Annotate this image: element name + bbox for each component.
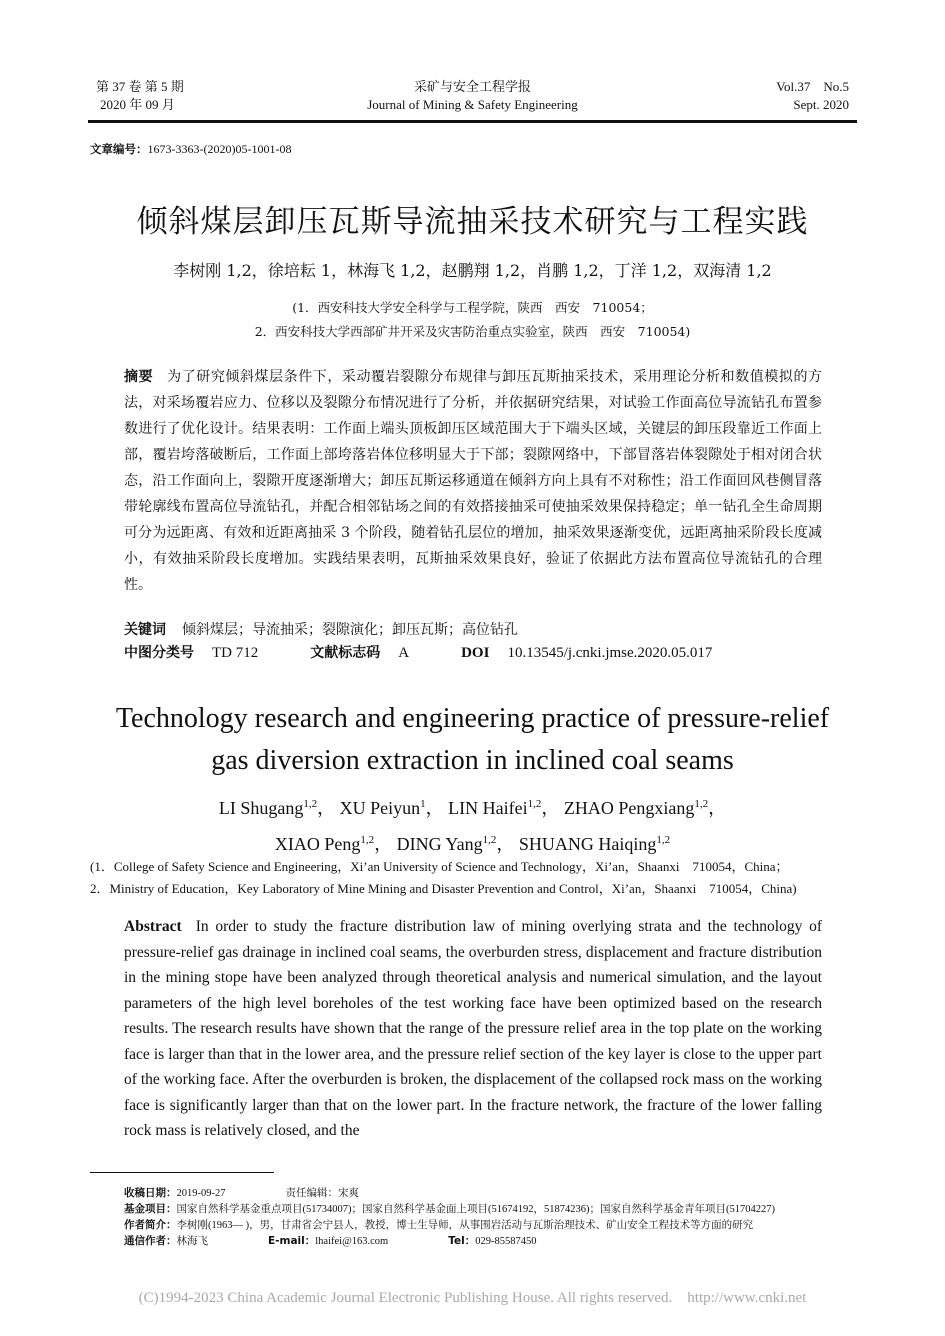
- title-en-line-1: Technology research and engineering practice of pressure-relief: [115, 703, 830, 734]
- affiliation-cn-2: 2．西安科技大学西部矿井开采及灾害防治重点实验室，陕西 西安 710054): [254, 324, 691, 339]
- copyright-watermark: (C)1994-2023 China Academic Journal Electronic Publishing House. All rights reserved. http://www.cnki.net: [138, 1290, 807, 1306]
- received-label: 收稿日期：: [124, 1187, 177, 1199]
- author-affil-sup: 1,2: [527, 798, 542, 810]
- author-en: LIN Haifei: [448, 798, 528, 818]
- doi-label: DOI: [461, 645, 490, 661]
- abstract-en-text: In order to study the fracture distribution law of mining overlying strata and the technology of pressure-relief gas drainage in inclined coal seams, the overburden stress, displacement and fracture distribution in the mining stope have been analyzed through theoretical analysis and numerical simulation, and the layout parameters of the high level boreholes of the test working face have been optimized based on the research results. The research results have shown that the range of the pressure relief area in the top plate on the working face is larger than that in the lower area, and the pressure relief section of the key layer is close to the upper part of the working face. After the overburden is broken, the displacement of the collapsed rock mass on the working face is significantly larger than that on the lower part. In the fracture network, the fracture of the lower falling rock mass is relatively closed, and the: [124, 918, 822, 1139]
- abstract-en: [124, 914, 822, 1144]
- journal-name-en: Journal of Mining & Safety Engineering: [367, 97, 578, 112]
- corresponding-label: 通信作者：: [124, 1235, 177, 1247]
- tel-label: Tel：: [448, 1235, 476, 1247]
- volume-issue-cn: 第 37 卷 第 5 期: [96, 79, 184, 94]
- fund-text: 国家自然科学基金重点项目(51734007)；国家自然科学基金面上项目(51674192，51874236)；国家自然科学基金青年项目(51704227): [176, 1204, 775, 1215]
- affiliation-en-2: 2．Ministry of Education，Key Laboratory of Mine Mining and Disaster Prevention and Control，Xi’an，Shaanxi 710054，China): [90, 881, 797, 896]
- title-en-line-2: gas diversion extraction in inclined coal seams: [211, 745, 734, 776]
- classification-line: [124, 641, 712, 665]
- fund-label: 基金项目：: [124, 1203, 177, 1215]
- document-code-label: 文献标志码: [310, 645, 381, 661]
- journal-name-cn: 采矿与安全工程学报: [413, 79, 531, 94]
- author-en: XIAO Peng: [274, 834, 361, 854]
- corresponding-name: 林海飞: [176, 1236, 208, 1247]
- author-affil-sup: 1,2: [656, 834, 671, 846]
- doi-value: 10.13545/j.cnki.jmse.2020.05.017: [507, 645, 713, 661]
- author-affil-sup: 1: [420, 798, 426, 810]
- author-en: LI Shugang: [218, 798, 304, 818]
- footnote-corresponding: [124, 1233, 864, 1250]
- author-en: XU Peiyun: [339, 798, 421, 818]
- authors-en-line-2: [0, 824, 945, 860]
- date-cn: 2020 年 09 月: [100, 97, 175, 112]
- author-bio-text: 李树刚(1963— )，男，甘肃省会宁县人，教授，博士生导师，从事围岩活动与瓦斯治理技术、矿山安全工程技术等方面的研究: [176, 1220, 754, 1231]
- article-number-label: 文章编号：: [90, 142, 148, 156]
- footnote-fund: [124, 1201, 864, 1218]
- author-separator: ，: [374, 834, 393, 854]
- footnote-rule: [90, 1172, 274, 1173]
- editor-label: 责任编辑：: [285, 1188, 338, 1199]
- received-date: 2019-09-27: [176, 1188, 226, 1199]
- article-number: [90, 141, 291, 157]
- author-affil-sup: 1,2: [360, 834, 375, 846]
- email-value[interactable]: lhaifei@163.com: [315, 1236, 389, 1247]
- author-en: ZHAO Pengxiang: [563, 798, 695, 818]
- author-bio-label: 作者简介：: [124, 1219, 177, 1231]
- abstract-cn-label: 摘要: [124, 369, 154, 385]
- clc-value: TD 712: [212, 645, 259, 661]
- author-separator: ，: [541, 798, 560, 818]
- abstract-cn-text: 为了研究倾斜煤层条件下，采动覆岩裂隙分布规律与卸压瓦斯抽采技术，采用理论分析和数值模拟的方法，对采场覆岩应力、位移以及裂隙分布情况进行了分析，并依据研究结果，对试验工作面高位导流钻孔布置参数进行了优化设计。结果表明：工作面上端头顶板卸压区域范围大于下端头区域，关键层的卸压段靠近工作面上部，覆岩垮落破断后，工作面上部垮落岩体位移明显大于下部；裂隙网络中，下部冒落岩体裂隙处于相对闭合状态，沿工作面向上，裂隙开度逐渐增大；卸压瓦斯运移通道在倾斜方向上具有不对称性；沿工作面回风巷侧冒落带轮廓线布置高位导流钻孔，并配合相邻钻场之间的有效搭接抽采可使抽采效果保持稳定；单一钻孔全生命周期可分为远距离、有效和近距离抽采 3 个阶段，随着钻孔层位的增加，抽采效果逐渐变优，远距离抽采阶段长度减小，有效抽采阶段长度增加。实践结果表明，瓦斯抽采效果良好，验证了依据此方法布置高位导流钻孔的合理性。: [124, 369, 823, 593]
- author-separator: ，: [708, 798, 727, 818]
- editor-name: 宋爽: [338, 1188, 359, 1199]
- document-code-value: A: [398, 645, 410, 661]
- keywords-cn-text: 倾斜煤层；导流抽采；裂隙演化；卸压瓦斯；高位钻孔: [182, 622, 518, 638]
- author-affil-sup: 1,2: [694, 798, 709, 810]
- email-label: E-mail：: [268, 1235, 316, 1247]
- keywords-cn: [124, 618, 518, 642]
- author-en: DING Yang: [396, 834, 483, 854]
- title-en: [0, 698, 945, 782]
- abstract-cn: [124, 364, 822, 598]
- authors-en: [0, 788, 945, 860]
- authors-en-line-1: [0, 788, 945, 824]
- footnote-received: [124, 1185, 864, 1202]
- affiliation-en-1: (1．College of Safety Science and Engineering，Xi’an University of Science and Technology，Xi’an，Shaanxi 710054，China；: [90, 859, 789, 874]
- volume-issue-en: Vol.37 No.5: [776, 79, 849, 94]
- footnote-author-bio: [124, 1217, 864, 1234]
- header-volume-en: [776, 78, 849, 114]
- author-affil-sup: 1,2: [482, 834, 497, 846]
- header-rule: [88, 120, 857, 123]
- author-affil-sup: 1,2: [303, 798, 318, 810]
- affiliation-cn-1: (1．西安科技大学安全科学与工程学院，陕西 西安 710054；: [292, 300, 653, 315]
- author-en: SHUANG Haiqing: [518, 834, 657, 854]
- author-separator: ，: [425, 798, 444, 818]
- keywords-cn-label: 关键词: [124, 622, 166, 638]
- author-separator: ，: [496, 834, 515, 854]
- date-en: Sept. 2020: [793, 97, 849, 112]
- article-number-value: 1673-3363-(2020)05-1001-08: [147, 142, 292, 156]
- tel-value: 029-85587450: [475, 1236, 537, 1247]
- authors-cn: 李树刚 1,2，徐培耘 1，林海飞 1,2，赵鹏翔 1,2，肖鹏 1,2，丁洋 1,2，双海清 1,2: [173, 261, 772, 280]
- title-cn: 倾斜煤层卸压瓦斯导流抽采技术研究与工程实践: [136, 204, 809, 240]
- abstract-en-label: Abstract: [124, 918, 182, 935]
- author-separator: ，: [317, 798, 336, 818]
- clc-label: 中图分类号: [124, 645, 194, 661]
